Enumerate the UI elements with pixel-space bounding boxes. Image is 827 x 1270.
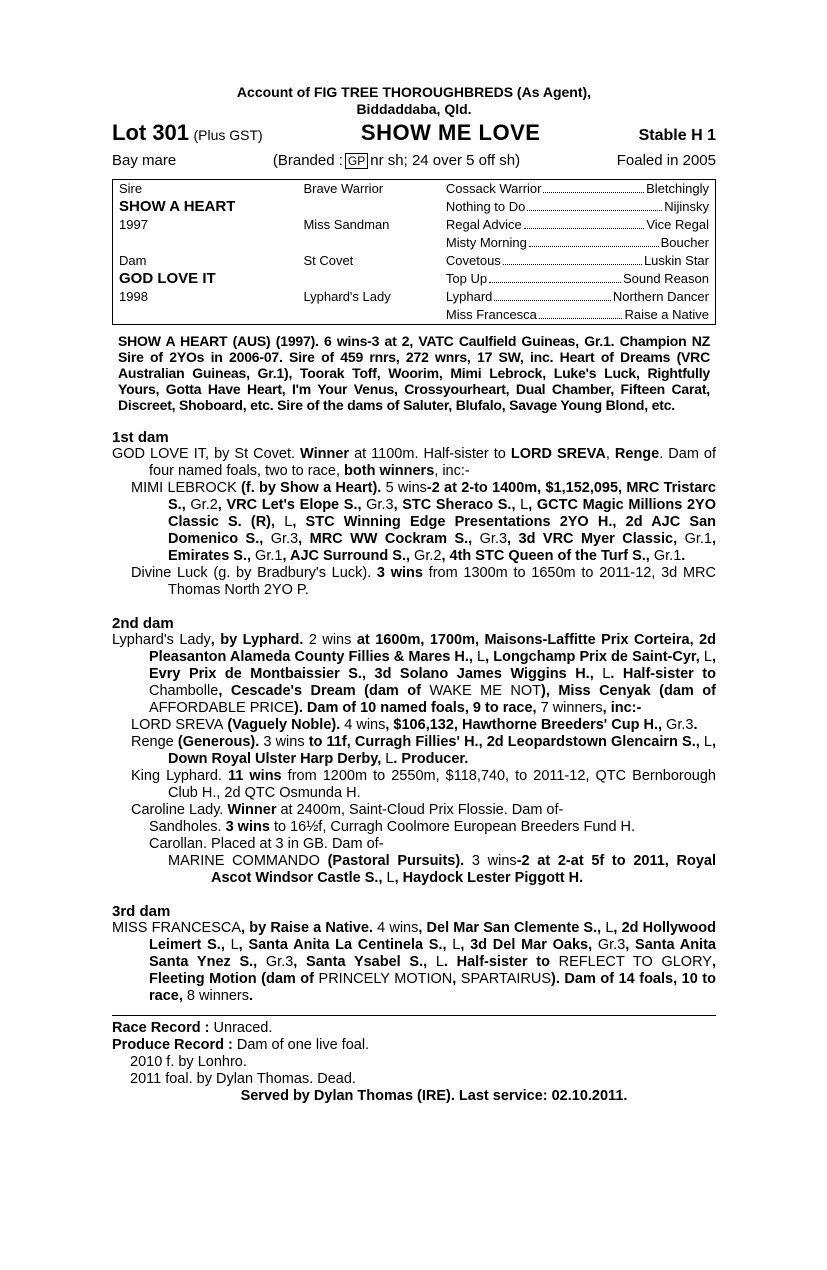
- text-segment: L: [605, 920, 614, 936]
- text-segment: L: [520, 497, 529, 513]
- bold-text: -2 at 2-at 5f to 2011, Royal Ascot Windsor Castle S.,: [211, 853, 716, 886]
- bold-text: at 1600m, 1700m, Maisons-Laffitte Prix Corteira, 2d Pleasanton Alameda County Fillies & Mares H.,: [149, 632, 716, 665]
- sire-name: SHOW A HEART: [119, 198, 236, 215]
- text-segment: 3 wins: [471, 853, 517, 869]
- text-segment: PRINCELY MOTION: [318, 971, 453, 987]
- produce-item: 2010 f. by Lonhro.: [130, 1054, 247, 1070]
- bold-text: (Generous).: [173, 734, 264, 750]
- text-segment: Carollan. Placed at 3 in GB. Dam of-: [149, 836, 384, 852]
- bold-text: , 3d Del Mar Oaks,: [460, 937, 598, 953]
- bold-text: -2 at 2-to 1400m, $1,152,095, MRC Tristarc S.,: [168, 480, 716, 513]
- text-segment: Gr.1: [255, 548, 283, 564]
- text-segment: 4 wins: [377, 920, 419, 936]
- sire-summary: SHOW A HEART (AUS) (1997). 6 wins-3 at 2, VATC Caulfield Guineas, Gr.1. Champion NZ Sire of 2YOs in 2006-07. Sire of 459 rnrs, 272 wnrs, 17 SW, inc. Heart of Dreams (VRC Australian Guineas, Gr.1), Toorak Toff, Woorim, Mimi Lebrock, Luke's Luck, Rightfully Yours, Gotta Have Heart, I'm Your Venus, Crossyourheart, Dual Chamber, Fifteen Carat, Discreet, Shoboard, etc. Sire of the dams of Saluter, Blufalo, Savage Young Blond, etc.: [118, 333, 710, 413]
- text-segment: at 2400m, Saint-Cloud Prix Flossie. Dam of-: [276, 802, 564, 818]
- bold-text: , Evry Prix de Montbaissier S., 3d Solano James Wiggins H.,: [149, 649, 716, 682]
- race-record: Race Record : Unraced.: [112, 1020, 273, 1036]
- bold-text: , Santa Ysabel S.,: [293, 954, 436, 970]
- bold-text: , $106,132, Hawthorne Breeders' Cup H.,: [385, 717, 667, 733]
- second-dam-produce-2: [112, 734, 716, 768]
- plus-gst: (Plus GST): [193, 127, 263, 143]
- text-segment: 7 winners: [540, 700, 603, 716]
- second-dam-produce-3: [112, 768, 716, 802]
- bold-text: Renge: [614, 446, 660, 462]
- text-segment: L: [385, 751, 394, 767]
- consignor-line-1: Account of FIG TREE THOROUGHBREDS (As Agent),: [236, 84, 592, 100]
- text-segment: L: [452, 937, 461, 953]
- bold-text: both winners: [344, 463, 435, 479]
- bold-text: (Pastoral Pursuits).: [319, 853, 472, 869]
- pedigree-g3-1: Nothing to Do Nijinsky: [445, 199, 709, 214]
- bold-text: ), Miss Cenyak (dam of: [541, 683, 716, 699]
- second-dam-grandproduce-1: [112, 819, 716, 836]
- bold-text: , Cescade's Dream (dam of: [218, 683, 430, 699]
- text-segment: Gr.3: [366, 497, 394, 513]
- bold-text: LORD SREVA: [510, 446, 606, 462]
- text-segment: Lyphard's Lady: [112, 632, 211, 648]
- dam-year: 1998: [119, 289, 148, 304]
- text-segment: LORD SREVA: [131, 717, 224, 733]
- text-segment: L: [284, 514, 293, 530]
- text-segment: Gr.3: [265, 954, 294, 970]
- second-dam-great-grandproduce: [112, 853, 716, 887]
- bold-text: 3 wins: [376, 565, 423, 581]
- bold-text: 3 wins: [225, 819, 270, 835]
- text-segment: WAKE ME NOT: [429, 683, 541, 699]
- bold-text: Winner: [300, 446, 350, 462]
- dam-name: GOD LOVE IT: [119, 270, 216, 287]
- text-segment: L: [386, 870, 395, 886]
- text-segment: 5 wins: [385, 480, 427, 496]
- bold-text: ). Dam of 14 foals, 10 to race,: [149, 971, 716, 1004]
- sex-colour: Bay mare: [112, 152, 177, 169]
- text-segment: Sandholes.: [149, 819, 226, 835]
- first-dam-produce-2: [112, 565, 716, 599]
- third-dam-para: [112, 920, 716, 1005]
- text-segment: L: [703, 649, 712, 665]
- catalogue-page: [112, 84, 716, 1104]
- sire-label: Sire: [119, 181, 143, 196]
- first-dam-heading: 1st dam: [112, 429, 169, 446]
- second-dam-grandproduce-2: [112, 836, 716, 853]
- second-dam-produce-1: [112, 717, 716, 734]
- produce-record: Produce Record : Dam of one live foal.: [112, 1037, 370, 1053]
- text-segment: REFLECT TO GLORY: [558, 954, 712, 970]
- sire-year: 1997: [119, 217, 148, 232]
- pedigree-g3-6: Lyphard Northern Dancer: [445, 289, 709, 304]
- bold-text: , Down Royal Ulster Harp Derby,: [168, 734, 716, 767]
- bold-text: ). Dam of 10 named foals, 9 to race,: [294, 700, 541, 716]
- bold-text: , 4th STC Queen of the Turf S.,: [441, 548, 654, 564]
- bold-text: to 11f, Curragh Fillies' H., 2d Leopardstown Glencairn S.,: [304, 734, 704, 750]
- bold-text: , by Lyphard.: [210, 632, 309, 648]
- dam-sire: St Covet: [303, 253, 354, 268]
- bold-text: , by Raise a Native.: [241, 920, 378, 936]
- pedigree-g3-7: Miss Francesca Raise a Native: [445, 307, 709, 322]
- bold-text: .: [248, 988, 253, 1004]
- third-dam-heading: 3rd dam: [112, 903, 171, 920]
- bold-text: , 3d VRC Myer Classic,: [507, 531, 685, 547]
- bold-text: , Emirates S.,: [168, 531, 716, 564]
- text-segment: Chambolle: [149, 683, 219, 699]
- pedigree-g3-4: Covetous Luskin Star: [445, 253, 709, 268]
- second-dam-heading: 2nd dam: [112, 615, 174, 632]
- divider: [112, 1015, 716, 1016]
- text-segment: 4 wins: [344, 717, 386, 733]
- text-segment: L: [477, 649, 486, 665]
- text-segment: AFFORDABLE PRICE: [149, 700, 295, 716]
- consignor-line-2: Biddaddaba, Qld.: [356, 101, 472, 117]
- text-segment: from 1300m to 1650m to 2011-12, 3d MRC Thomas North 2YO P.: [168, 565, 716, 598]
- text-segment: Gr.2: [414, 548, 442, 564]
- text-segment: 8 winners: [186, 988, 249, 1004]
- pedigree-table: [112, 179, 716, 325]
- lot-title-row: [112, 120, 716, 146]
- dam-label: Dam: [119, 253, 147, 268]
- text-segment: MIMI LEBROCK: [131, 480, 237, 496]
- pedigree-g3-2: Regal Advice Vice Regal: [445, 217, 709, 232]
- bold-text: , Del Mar San Clemente S.,: [418, 920, 606, 936]
- text-segment: L: [230, 937, 239, 953]
- text-segment: , inc:-: [434, 463, 470, 479]
- text-segment: GOD LOVE IT, by St Covet.: [112, 446, 301, 462]
- second-dam-produce-4: [112, 802, 716, 819]
- text-segment: from 1200m to 2550m, $118,740, to 2011-12, QTC Bernborough Club H., 2d QTC Osmunda H.: [168, 768, 716, 801]
- brand-mark-icon: GP: [345, 153, 368, 169]
- text-segment: SPARTAIRUS: [460, 971, 552, 987]
- bold-text: (Vaguely Noble).: [223, 717, 345, 733]
- produce-item: 2011 foal. by Dylan Thomas. Dead.: [130, 1071, 356, 1087]
- text-segment: at 1100m. Half-sister to: [349, 446, 511, 462]
- text-segment: Gr.3: [270, 531, 299, 547]
- bold-text: , STC Sheraco S.,: [393, 497, 521, 513]
- bold-text: . Producer.: [393, 751, 469, 767]
- served-by: Served by Dylan Thomas (IRE). Last service: 02.10.2011.: [240, 1088, 628, 1104]
- bold-text: 11 wins: [228, 768, 282, 784]
- bold-text: , Santa Anita La Centinela S.,: [238, 937, 453, 953]
- bold-text: , inc:-: [602, 700, 642, 716]
- first-dam-produce-1: [112, 480, 716, 565]
- bold-text: , GCTC Magic Millions 2YO Classic S. (R),: [168, 497, 716, 530]
- text-segment: 2 wins: [308, 632, 352, 648]
- text-segment: L: [602, 666, 611, 682]
- bold-text: (f. by Show a Heart).: [236, 480, 386, 496]
- bold-text: . Half-sister to: [610, 666, 716, 682]
- text-segment: L: [435, 954, 444, 970]
- text-segment: 3 wins: [263, 734, 305, 750]
- bold-text: , Longchamp Prix de Saint-Cyr,: [485, 649, 704, 665]
- text-segment: Gr.3: [597, 937, 626, 953]
- bold-text: .: [693, 717, 698, 733]
- bold-text: , STC Winning Edge Presentations 2YO H., 2d AJC San Domenico S.,: [168, 514, 716, 547]
- bold-text: , Fleeting Motion (dam of: [149, 954, 716, 987]
- brand-description: (Branded : GP nr sh; 24 over 5 off sh): [272, 152, 521, 169]
- text-segment: King Lyphard.: [131, 768, 229, 784]
- stable-number: Stable H 1: [638, 127, 716, 144]
- horse-details-row: [112, 152, 716, 169]
- bold-text: .: [681, 548, 686, 564]
- foaled-year: Foaled in 2005: [616, 152, 716, 169]
- text-segment: Gr.1: [653, 548, 682, 564]
- text-segment: Gr.3: [666, 717, 694, 733]
- text-segment: Gr.1: [684, 531, 712, 547]
- sire-sire: Brave Warrior: [303, 181, 384, 196]
- text-segment: . Dam of four named foals, two to race,: [149, 446, 717, 479]
- text-segment: Divine Luck (g. by Bradbury's Luck).: [131, 565, 377, 581]
- bold-text: , Haydock Lester Piggott H.: [394, 870, 584, 886]
- pedigree-g3-0: Cossack Warrior Bletchingly: [445, 181, 709, 196]
- bold-text: , VRC Let's Elope S.,: [217, 497, 367, 513]
- bold-text: , Santa Anita Santa Ynez S.,: [149, 937, 716, 970]
- second-dam-para: [112, 632, 716, 717]
- lot-number: Lot 301 (Plus GST): [112, 120, 263, 145]
- text-segment: ,: [605, 446, 615, 462]
- text-segment: MISS FRANCESCA: [112, 920, 242, 936]
- sire-dam: Miss Sandman: [303, 217, 390, 232]
- bold-text: ,: [452, 971, 461, 987]
- text-segment: MARINE COMMANDO: [168, 853, 320, 869]
- pedigree-g3-5: Top Up Sound Reason: [445, 271, 709, 286]
- text-segment: Caroline Lady.: [131, 802, 228, 818]
- bold-text: . Half-sister to: [443, 954, 559, 970]
- dam-dam: Lyphard's Lady: [303, 289, 391, 304]
- text-segment: Gr.3: [479, 531, 508, 547]
- horse-name: SHOW ME LOVE: [360, 120, 541, 145]
- bold-text: , MRC WW Cockram S.,: [298, 531, 480, 547]
- text-segment: Gr.2: [190, 497, 218, 513]
- pedigree-g3-3: Misty Morning Boucher: [445, 235, 709, 250]
- bold-text: , AJC Surround S.,: [282, 548, 415, 564]
- text-segment: L: [703, 734, 712, 750]
- text-segment: Renge: [131, 734, 174, 750]
- text-segment: to 16½f, Curragh Coolmore European Breeders Fund H.: [269, 819, 636, 835]
- first-dam-para: [112, 446, 716, 480]
- bold-text: Winner: [227, 802, 277, 818]
- bold-text: , 2d Hollywood Leimert S.,: [149, 920, 716, 953]
